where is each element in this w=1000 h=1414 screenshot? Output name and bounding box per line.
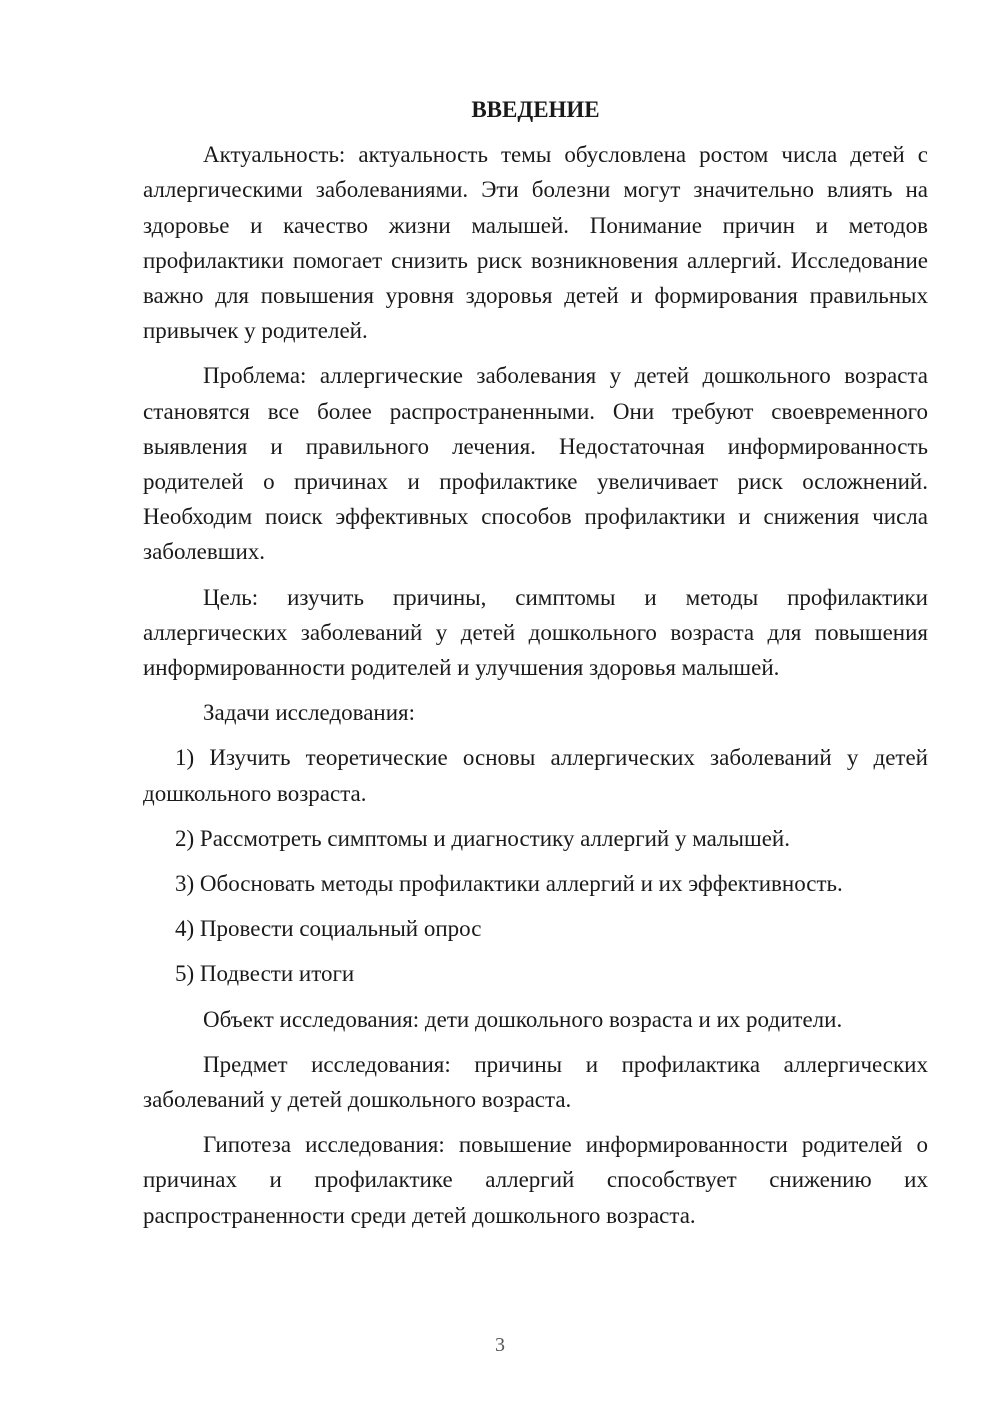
task-item-5: 5) Подвести итоги (175, 961, 355, 987)
page-number: 3 (495, 1334, 505, 1356)
section-heading: ВВЕДЕНИЕ (471, 97, 600, 122)
task-item-1: 1) Изучить теоретические основы аллергических заболеваний у детей дошкольного возраста. (143, 745, 928, 806)
relevance-paragraph: Актуальность: актуальность темы обусловлена ростом числа детей с аллергическими заболеваниями. Эти болезни могут значительно влиять на здоровье и качество жизни малышей. Понимание причин и методов профилактики помогает снизить риск возникновения аллергий. Исследование важно для повышения уровня здоровья детей и формирования правильных привычек у родителей. (143, 142, 928, 344)
tasks-list (143, 740, 928, 991)
subject-paragraph: Предмет исследования: причины и профилактика аллергических заболеваний у детей дошкольного возраста. (143, 1051, 928, 1113)
problem-paragraph: Проблема: аллергические заболевания у детей дошкольного возраста становятся все более распространенными. Они требуют своевременного выявления и правильного лечения. Недостаточная информированность родителей о причинах и профилактике увеличивает риск осложнений. Необходим поиск эффективных способов профилактики и снижения числа заболевших. (143, 363, 928, 565)
tasks-heading: Задачи исследования: (203, 700, 416, 726)
task-item-4: 4) Провести социальный опрос (175, 916, 482, 942)
document-page (143, 92, 928, 1243)
hypothesis-paragraph: Гипотеза исследования: повышение информированности родителей о причинах и профилактике аллергий способствует снижению их распространенности среди детей дошкольного возраста. (143, 1132, 928, 1228)
object-paragraph: Объект исследования: дети дошкольного возраста и их родители. (203, 1006, 843, 1032)
task-item-2: 2) Рассмотреть симптомы и диагностику аллергий у малышей. (175, 825, 790, 851)
task-item-3: 3) Обосновать методы профилактики аллергий и их эффективность. (175, 871, 843, 897)
goal-paragraph: Цель: изучить причины, симптомы и методы профилактики аллергических заболеваний у детей дошкольного возраста для повышения информированности родителей и улучшения здоровья малышей. (143, 584, 928, 681)
